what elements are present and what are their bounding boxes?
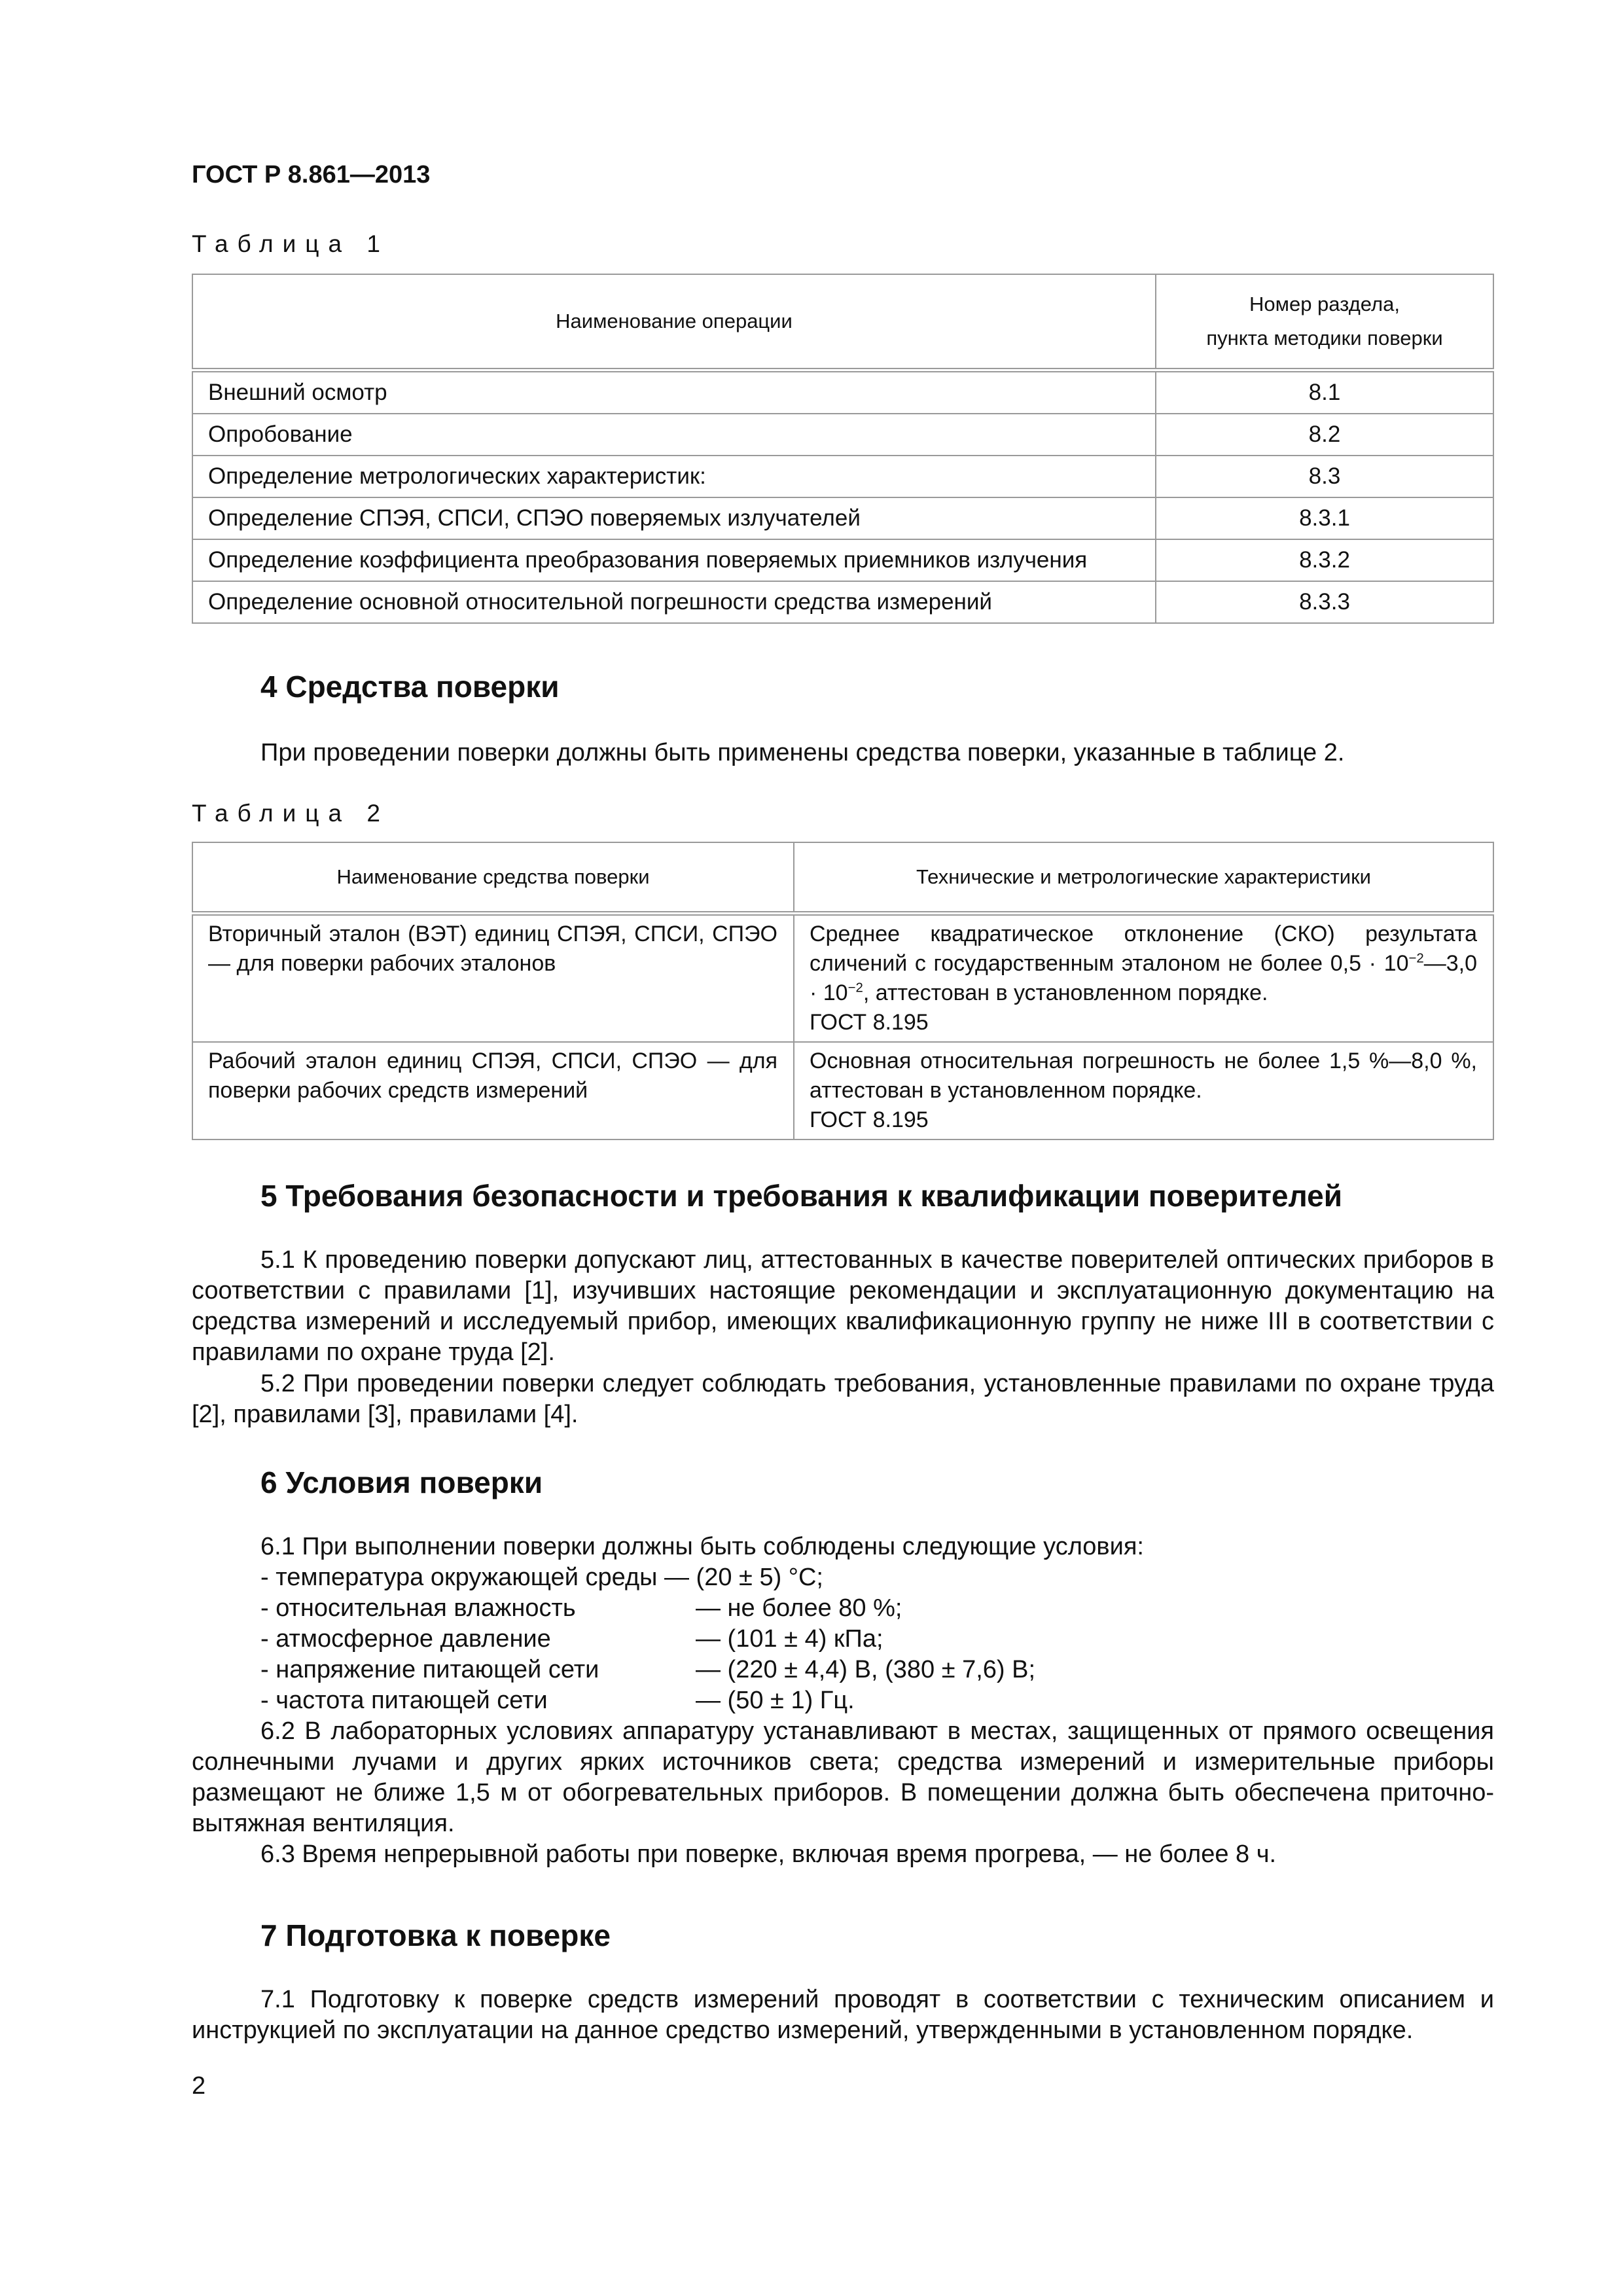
table-cell: Вторичный эталон (ВЭТ) единиц СПЭЯ, СПСИ, СПЭО — для поверки рабочих эталонов [192,914,794,1043]
header-line: Номер раздела, [1249,293,1400,315]
section5-heading: 5 Требования безопасности и требования к квалификации поверителей [260,1179,1342,1213]
paragraph-5-1 [192,1245,1494,1368]
table-cell: 8.3.1 [1156,497,1493,539]
table-row [192,914,1493,1043]
page-number: 2 [192,2072,206,2100]
table1 [192,274,1494,624]
condition-item [260,1562,1035,1593]
cell-text: —3,0 · 10 [810,951,1477,1005]
document-code: ГОСТ Р 8.861—2013 [192,161,431,188]
table-cell: 8.3.3 [1156,581,1493,623]
table-cell: 8.1 [1156,370,1493,414]
table-cell: Определение метрологических характеристик: [192,456,1156,497]
table-cell: Определение СПЭЯ, СПСИ, СПЭО поверяемых излучателей [192,497,1156,539]
table-header-row [192,274,1493,370]
paragraph-6-1 [192,1532,1494,1562]
table-header-cell: Наименование средства поверки [192,842,794,914]
condition-value: — (220 ± 4,4) В, (380 ± 7,6) В; [696,1656,1036,1683]
condition-item [260,1685,1035,1716]
paragraph-6-3 [192,1839,1494,1870]
section4-heading: 4 Средства поверки [260,670,560,704]
table-cell: 8.3 [1156,456,1493,497]
table-row [192,581,1493,623]
table-row [192,539,1493,581]
table-cell: Рабочий эталон единиц СПЭЯ, СПСИ, СПЭО — для поверки рабочих средств измерений [192,1042,794,1139]
table-header-row [192,842,1493,914]
table-cell [794,914,1493,1043]
table-cell: Внешний осмотр [192,370,1156,414]
paragraph-text: 6.1 При выполнении поверки должны быть соблюдены следующие условия: [260,1533,1144,1560]
condition-item [260,1655,1035,1685]
cell-text: 0,5 · 10 [1330,951,1409,976]
cell-text: ГОСТ 8.195 [810,1010,929,1035]
table1-caption: Таблица 1 [192,230,389,257]
table-cell: 8.3.2 [1156,539,1493,581]
condition-item [260,1624,1035,1655]
table-row [192,497,1493,539]
paragraph-text: При проведении поверки должны быть применены средства поверки, указанные в таблице 2. [260,739,1345,766]
condition-label: - атмосферное давление [260,1625,551,1653]
condition-value: — не более 80 %; [696,1594,902,1622]
header-line: пункта методики поверки [1206,327,1443,350]
section7-heading: 7 Подготовка к поверке [260,1918,611,1952]
condition-value: — (101 ± 4) кПа; [696,1625,883,1653]
section6-heading: 6 Условия поверки [260,1465,543,1499]
condition-label: - частота питающей сети [260,1687,548,1714]
exponent: −2 [1408,951,1424,966]
paragraph-7-1 [192,1984,1494,2046]
table-header-cell: Технические и метрологические характеристики [794,842,1493,914]
condition-label: - относительная влажность [260,1594,576,1622]
table-cell: Определение коэффициента преобразования поверяемых приемников излучения [192,539,1156,581]
cell-text: , аттестован в установленном порядке. [863,980,1268,1005]
table-header-cell [1156,274,1493,370]
table-row [192,414,1493,456]
table-cell [794,1042,1493,1139]
paragraph-5-2 [192,1369,1494,1430]
table-cell: Опробование [192,414,1156,456]
exponent: −2 [847,980,863,996]
condition-label: - напряжение питающей сети [260,1656,599,1683]
cell-text: Среднее квадратическое отклонение (СКО) результата сличений с государственным эталоном не более [810,922,1477,976]
paragraph-text: 7.1 Подготовку к поверке средств измерений проводят в соответствии с техническим описанием и инструкцией по эксплуатации на данное средство измерений, утвержденными в установленном порядке. [192,1986,1494,2044]
condition-item [260,1593,1035,1624]
table-row [192,370,1493,414]
condition-text: - температура окружающей среды — (20 ± 5) °С; [260,1564,823,1591]
table-header-cell: Наименование операции [192,274,1156,370]
paragraph-text: 6.2 В лабораторных условиях аппаратуру устанавливают в местах, защищенных от прямого освещения солнечными лучами и других ярких источников света; средства измерений и измерительные приборы размещают не ближе 1,5 м от обогревательных приборов. В помещении должна быть обеспечена приточно-вытяжная вентиляция. [192,1717,1494,1837]
section4-text [192,738,1494,768]
table-row [192,456,1493,497]
paragraph-6-2 [192,1716,1494,1839]
table2-caption: Таблица 2 [192,800,389,827]
table-row [192,1042,1493,1139]
cell-text: ГОСТ 8.195 [810,1107,929,1132]
conditions-list [260,1562,1035,1716]
paragraph-text: 5.2 При проведении поверки следует соблюдать требования, установленные правилами по охране труда [2], правилами [3], правилами [4]. [192,1370,1494,1428]
table-cell: 8.2 [1156,414,1493,456]
table2 [192,842,1494,1140]
condition-value: — (50 ± 1) Гц. [696,1687,855,1714]
paragraph-text: 5.1 К проведению поверки допускают лиц, аттестованных в качестве поверителей оптических приборов в соответствии с правилами [1], изучивших настоящие рекомендации и эксплуатационную документацию на средства измерений и исследуемый прибор, имеющих квалификационную группу не ниже III в соответствии с правилами по охране труда [2]. [192,1246,1494,1366]
table-cell: Определение основной относительной погрешности средства измерений [192,581,1156,623]
paragraph-text: 6.3 Время непрерывной работы при поверке, включая время прогрева, — не более 8 ч. [260,1840,1277,1868]
cell-text: Основная относительная погрешность не более 1,5 %—8,0 %, аттестован в установленном порядке. [810,1049,1477,1103]
